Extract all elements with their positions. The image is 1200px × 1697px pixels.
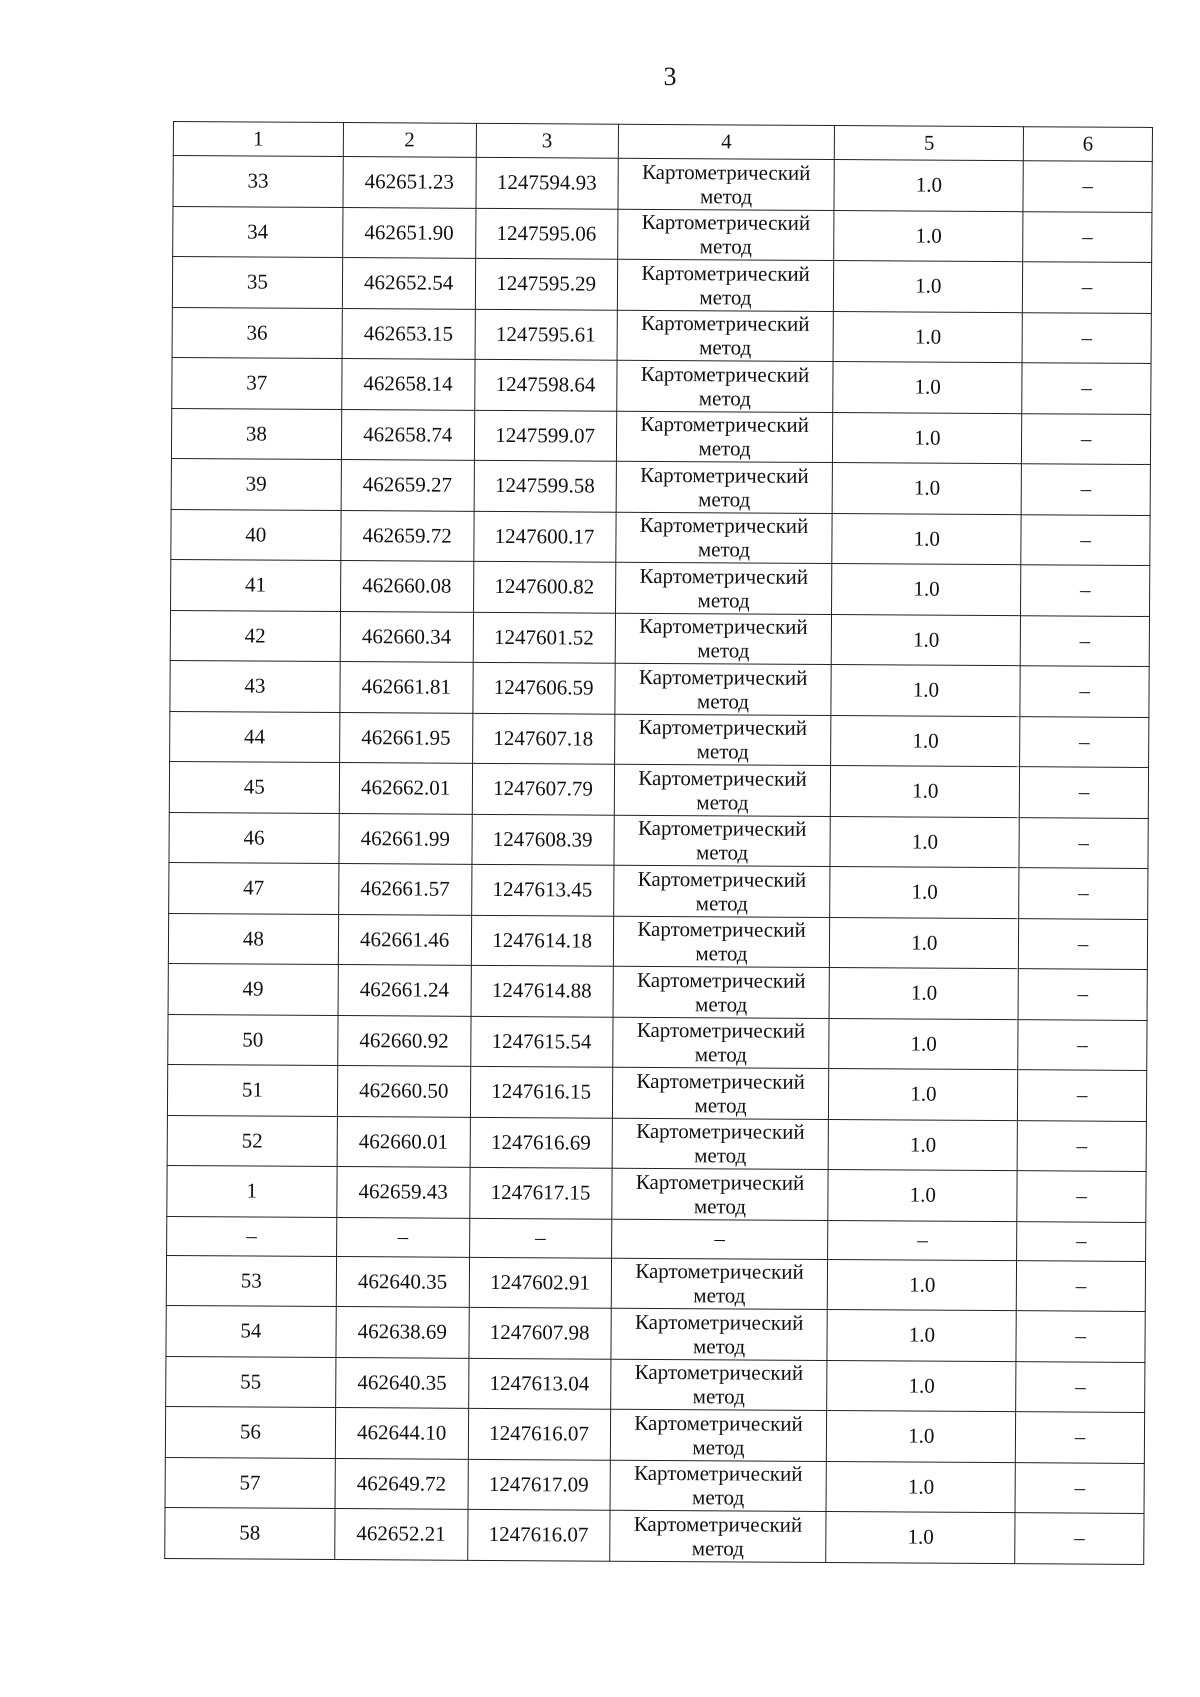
table-row <box>169 862 1148 918</box>
point-number-cell: 49 <box>168 963 338 1015</box>
table-row <box>166 1255 1145 1311</box>
method-line-2: метод <box>698 486 751 512</box>
method-line-1: Картометрический <box>638 765 807 791</box>
point-number-cell: 57 <box>165 1457 335 1509</box>
note-cell: – <box>1022 363 1151 414</box>
note-cell: – <box>1015 1462 1144 1513</box>
point-number-cell: 58 <box>165 1507 335 1559</box>
method-cell <box>615 613 832 665</box>
method-line-2: метод <box>695 840 749 865</box>
note-cell: – <box>1017 1120 1146 1171</box>
method-line-2: метод <box>694 1042 747 1067</box>
table-row <box>169 812 1148 868</box>
accuracy-cell: 1.0 <box>826 1512 1015 1564</box>
method-line-1: Картометрический <box>634 1309 804 1335</box>
note-cell: – <box>1015 1513 1144 1564</box>
note-cell: – <box>1016 1260 1145 1311</box>
accuracy-cell: 1.0 <box>834 261 1023 313</box>
y-coordinate-cell: 1247613.45 <box>471 864 613 915</box>
method-line-1: Картометрический <box>633 1461 803 1487</box>
note-cell: – <box>1016 1311 1145 1362</box>
method-line-2: метод <box>698 436 751 461</box>
point-number-cell: 50 <box>168 1014 338 1066</box>
y-coordinate-cell: 1247599.07 <box>474 410 616 461</box>
method-cell <box>618 158 835 210</box>
x-coordinate-cell: 462660.34 <box>340 611 473 662</box>
method-cell <box>616 461 833 513</box>
accuracy-cell: 1.0 <box>829 1069 1018 1121</box>
accuracy-cell: 1.0 <box>829 1018 1018 1070</box>
y-coordinate-cell: 1247594.93 <box>476 157 618 208</box>
method-line-2: метод <box>697 638 750 663</box>
point-number-cell: 51 <box>167 1064 337 1116</box>
y-coordinate-cell: 1247617.09 <box>468 1459 610 1510</box>
accuracy-cell: 1.0 <box>830 867 1019 919</box>
table-row <box>167 1064 1146 1120</box>
point-number-cell: 36 <box>172 307 342 359</box>
x-coordinate-cell: 462653.15 <box>342 308 475 359</box>
separator-cell: – <box>828 1220 1017 1260</box>
column-header: 4 <box>618 124 835 159</box>
accuracy-cell: 1.0 <box>830 816 1019 868</box>
method-cell <box>612 1017 829 1069</box>
y-coordinate-cell: 1247617.15 <box>469 1167 611 1218</box>
column-header: 6 <box>1023 127 1152 162</box>
method-cell <box>614 663 831 715</box>
note-cell: – <box>1018 1070 1147 1121</box>
y-coordinate-cell: 1247614.88 <box>471 965 613 1016</box>
method-line-1: Картометрический <box>640 412 809 438</box>
method-line-2: метод <box>698 385 751 411</box>
method-cell <box>616 360 833 412</box>
point-number-cell: 43 <box>170 660 340 712</box>
table-row <box>170 660 1149 716</box>
y-coordinate-cell: 1247607.18 <box>472 713 614 764</box>
x-coordinate-cell: 462661.46 <box>338 914 471 965</box>
method-line-2: метод <box>691 1535 744 1561</box>
method-cell <box>617 209 834 261</box>
note-cell: – <box>1021 514 1150 565</box>
accuracy-cell: 1.0 <box>832 614 1021 666</box>
method-cell <box>610 1359 827 1411</box>
point-number-cell: 53 <box>166 1255 336 1307</box>
y-coordinate-cell: 1247599.58 <box>474 460 616 511</box>
x-coordinate-cell: 462652.21 <box>334 1509 467 1560</box>
method-line-1: Картометрический <box>639 563 809 589</box>
y-coordinate-cell: 1247616.07 <box>468 1408 610 1459</box>
x-coordinate-cell: 462661.99 <box>339 813 472 864</box>
method-line-1: Картометрический <box>639 513 809 539</box>
point-number-cell: 52 <box>167 1115 337 1167</box>
method-line-2: метод <box>699 284 752 310</box>
method-cell <box>614 815 831 867</box>
table-row <box>167 1165 1146 1221</box>
method-line-2: метод <box>695 991 748 1017</box>
method-line-1: Картометрический <box>636 1119 805 1145</box>
column-header: 1 <box>173 122 343 157</box>
method-line-1: Картометрический <box>639 614 808 640</box>
method-cell <box>616 411 833 463</box>
table-row <box>170 711 1149 767</box>
y-coordinate-cell: 1247616.15 <box>470 1066 612 1117</box>
separator-cell: – <box>469 1218 611 1258</box>
method-cell <box>610 1460 827 1512</box>
accuracy-cell: 1.0 <box>834 311 1023 363</box>
x-coordinate-cell: 462659.72 <box>341 510 474 561</box>
point-number-cell: 45 <box>169 761 339 813</box>
method-line-2: метод <box>697 537 751 562</box>
method-line-2: метод <box>692 1333 746 1359</box>
coordinates-table <box>164 121 1153 1564</box>
method-line-1: Картометрический <box>635 1169 805 1195</box>
note-cell: – <box>1023 262 1152 313</box>
accuracy-cell: 1.0 <box>833 362 1022 414</box>
x-coordinate-cell: 462658.14 <box>341 359 474 410</box>
y-coordinate-cell: 1247598.64 <box>474 359 616 410</box>
x-coordinate-cell: 462658.74 <box>341 409 474 460</box>
y-coordinate-cell: 1247595.61 <box>475 309 617 360</box>
table-row <box>165 1507 1144 1563</box>
method-line-2: метод <box>696 739 749 764</box>
note-cell: – <box>1018 969 1147 1020</box>
method-line-2: метод <box>692 1485 745 1510</box>
method-line-2: метод <box>694 1092 747 1118</box>
separator-cell: – <box>167 1216 337 1256</box>
x-coordinate-cell: 462661.57 <box>338 864 471 915</box>
method-cell <box>612 1118 829 1170</box>
method-line-1: Картометрический <box>640 462 809 488</box>
table-row <box>172 257 1151 313</box>
point-number-cell: 40 <box>171 509 341 561</box>
table-row <box>171 559 1150 615</box>
y-coordinate-cell: 1247607.98 <box>469 1307 611 1358</box>
method-cell <box>612 1067 829 1119</box>
method-cell <box>613 916 830 968</box>
table-row <box>172 357 1151 413</box>
note-cell: – <box>1022 312 1151 363</box>
point-number-cell: 48 <box>168 913 338 965</box>
x-coordinate-cell: 462651.23 <box>343 157 476 208</box>
method-line-1: Картометрический <box>634 1360 804 1386</box>
point-number-cell: 33 <box>173 156 343 208</box>
method-cell <box>617 310 834 362</box>
table-row <box>168 963 1147 1019</box>
note-cell: – <box>1019 868 1148 919</box>
x-coordinate-cell: 462661.24 <box>338 965 471 1016</box>
method-cell <box>609 1510 826 1562</box>
accuracy-cell: 1.0 <box>831 766 1020 818</box>
accuracy-cell: 1.0 <box>827 1310 1016 1362</box>
accuracy-cell: 1.0 <box>829 1119 1018 1171</box>
separator-cell: – <box>611 1219 828 1259</box>
method-line-1: Картометрический <box>634 1410 803 1436</box>
method-line-1: Картометрический <box>640 311 810 337</box>
point-number-cell: 42 <box>170 610 340 662</box>
x-coordinate-cell: 462661.81 <box>340 662 473 713</box>
point-number-cell: 34 <box>173 206 343 258</box>
y-coordinate-cell: 1247608.39 <box>472 814 614 865</box>
method-line-1: Картометрический <box>637 917 806 943</box>
y-coordinate-cell: 1247600.82 <box>473 561 615 612</box>
point-number-cell: 56 <box>165 1406 335 1458</box>
method-cell <box>613 865 830 917</box>
method-line-1: Картометрический <box>638 664 808 690</box>
table-row <box>169 761 1148 817</box>
table-body-part-a <box>167 156 1152 1222</box>
method-cell <box>611 1308 828 1360</box>
accuracy-cell: 1.0 <box>827 1411 1016 1463</box>
y-coordinate-cell: 1247595.29 <box>475 258 617 309</box>
method-line-2: метод <box>693 1283 746 1308</box>
table-row <box>172 307 1151 363</box>
method-cell <box>615 562 832 614</box>
method-line-2: метод <box>696 688 750 714</box>
table-row <box>165 1406 1144 1462</box>
method-line-1: Картометрический <box>641 260 810 286</box>
x-coordinate-cell: 462660.92 <box>337 1015 470 1066</box>
note-cell: – <box>1021 464 1150 515</box>
table-row <box>166 1305 1145 1361</box>
method-line-1: Картометрический <box>636 1068 805 1094</box>
method-cell <box>611 1168 828 1220</box>
method-line-2: метод <box>695 890 748 916</box>
point-number-cell: 44 <box>170 711 340 763</box>
method-line-1: Картометрический <box>638 715 808 741</box>
table-row <box>170 610 1149 666</box>
point-number-cell: 39 <box>171 458 341 510</box>
table-separator <box>167 1216 1146 1261</box>
table-row <box>167 1115 1146 1171</box>
method-cell <box>617 259 834 311</box>
page-number: 3 <box>663 62 677 91</box>
x-coordinate-cell: 462640.35 <box>336 1256 469 1307</box>
method-line-2: метод <box>695 941 748 966</box>
note-cell: – <box>1020 666 1149 717</box>
method-cell <box>615 512 832 564</box>
point-number-cell: 1 <box>167 1165 337 1217</box>
x-coordinate-cell: 462660.50 <box>337 1066 470 1117</box>
point-number-cell: 41 <box>171 559 341 611</box>
table-body-part-b <box>165 1255 1146 1564</box>
note-cell: – <box>1018 1019 1147 1070</box>
point-number-cell: 54 <box>166 1305 336 1357</box>
x-coordinate-cell: 462644.10 <box>335 1408 468 1459</box>
method-line-1: Картометрический <box>635 1259 804 1285</box>
column-header: 2 <box>343 123 476 158</box>
note-cell: – <box>1023 211 1152 262</box>
x-coordinate-cell: 462662.01 <box>339 763 472 814</box>
method-cell <box>610 1409 827 1461</box>
y-coordinate-cell: 1247616.07 <box>467 1509 609 1560</box>
x-coordinate-cell: 462659.43 <box>337 1167 470 1218</box>
x-coordinate-cell: 462660.08 <box>340 561 473 612</box>
note-cell: – <box>1022 413 1151 464</box>
method-line-2: метод <box>694 1143 747 1168</box>
y-coordinate-cell: 1247607.79 <box>472 763 614 814</box>
y-coordinate-cell: 1247600.17 <box>473 511 615 562</box>
accuracy-cell: 1.0 <box>834 210 1023 262</box>
note-cell: – <box>1020 615 1149 666</box>
method-line-2: метод <box>693 1193 747 1219</box>
y-coordinate-cell: 1247615.54 <box>470 1016 612 1067</box>
column-header: 5 <box>835 126 1024 161</box>
accuracy-cell: 1.0 <box>834 160 1023 212</box>
table-row <box>165 1457 1144 1513</box>
point-number-cell: 47 <box>169 862 339 914</box>
accuracy-cell: 1.0 <box>830 917 1019 969</box>
note-cell: – <box>1019 817 1148 868</box>
accuracy-cell: 1.0 <box>827 1461 1016 1513</box>
method-line-1: Картометрический <box>636 967 806 993</box>
note-cell: – <box>1019 767 1148 818</box>
x-coordinate-cell: 462649.72 <box>335 1458 468 1509</box>
x-coordinate-cell: 462652.54 <box>342 258 475 309</box>
method-line-1: Картометрический <box>633 1511 803 1537</box>
x-coordinate-cell: 462660.01 <box>337 1116 470 1167</box>
x-coordinate-cell: 462640.35 <box>335 1357 468 1408</box>
method-line-1: Картометрический <box>637 816 807 842</box>
note-cell: – <box>1019 918 1148 969</box>
separator-row <box>167 1216 1146 1261</box>
y-coordinate-cell: 1247595.06 <box>475 208 617 259</box>
point-number-cell: 38 <box>171 408 341 460</box>
point-number-cell: 37 <box>172 357 342 409</box>
y-coordinate-cell: 1247614.18 <box>471 915 613 966</box>
column-header: 3 <box>476 123 618 158</box>
point-number-cell: 35 <box>172 257 342 309</box>
table-row <box>171 458 1150 514</box>
accuracy-cell: 1.0 <box>830 968 1019 1020</box>
method-line-1: Картометрический <box>636 1018 806 1044</box>
y-coordinate-cell: 1247602.91 <box>469 1257 611 1308</box>
accuracy-cell: 1.0 <box>831 715 1020 767</box>
method-line-1: Картометрический <box>641 159 811 185</box>
accuracy-cell: 1.0 <box>832 513 1021 565</box>
table-row <box>173 156 1152 212</box>
accuracy-cell: 1.0 <box>833 463 1022 515</box>
method-line-2: метод <box>699 183 753 209</box>
x-coordinate-cell: 462651.90 <box>342 207 475 258</box>
accuracy-cell: 1.0 <box>831 665 1020 717</box>
table-row <box>171 509 1150 565</box>
method-line-2: метод <box>692 1384 745 1409</box>
method-line-1: Картометрический <box>640 361 810 387</box>
table-row <box>168 913 1147 969</box>
separator-cell: – <box>336 1217 469 1257</box>
table-row <box>166 1356 1145 1412</box>
y-coordinate-cell: 1247606.59 <box>473 662 615 713</box>
note-cell: – <box>1017 1171 1146 1222</box>
y-coordinate-cell: 1247613.04 <box>468 1358 610 1409</box>
point-number-cell: 55 <box>166 1356 336 1408</box>
table-row <box>168 1014 1147 1070</box>
method-cell <box>611 1258 828 1310</box>
x-coordinate-cell: 462661.95 <box>339 712 472 763</box>
note-cell: – <box>1021 565 1150 616</box>
table-row <box>171 408 1150 464</box>
method-line-1: Картометрический <box>637 866 807 892</box>
accuracy-cell: 1.0 <box>827 1360 1016 1412</box>
note-cell: – <box>1020 716 1149 767</box>
table-row <box>173 206 1152 262</box>
method-cell <box>614 714 831 766</box>
method-line-2: метод <box>696 789 749 815</box>
method-line-2: метод <box>697 587 750 613</box>
method-line-2: метод <box>692 1434 745 1460</box>
method-line-1: Картометрический <box>641 210 811 236</box>
method-cell <box>614 764 831 816</box>
point-number-cell: 46 <box>169 812 339 864</box>
method-cell <box>613 966 830 1018</box>
accuracy-cell: 1.0 <box>832 564 1021 616</box>
note-cell: – <box>1016 1412 1145 1463</box>
method-line-2: метод <box>699 335 752 360</box>
accuracy-cell: 1.0 <box>828 1259 1017 1311</box>
note-cell: – <box>1023 161 1152 212</box>
x-coordinate-cell: 462638.69 <box>336 1307 469 1358</box>
y-coordinate-cell: 1247616.69 <box>470 1117 612 1168</box>
x-coordinate-cell: 462659.27 <box>341 460 474 511</box>
note-cell: – <box>1016 1361 1145 1412</box>
accuracy-cell: 1.0 <box>833 412 1022 464</box>
accuracy-cell: 1.0 <box>828 1170 1017 1222</box>
y-coordinate-cell: 1247601.52 <box>473 612 615 663</box>
method-line-2: метод <box>699 234 752 259</box>
separator-cell: – <box>1017 1221 1146 1261</box>
